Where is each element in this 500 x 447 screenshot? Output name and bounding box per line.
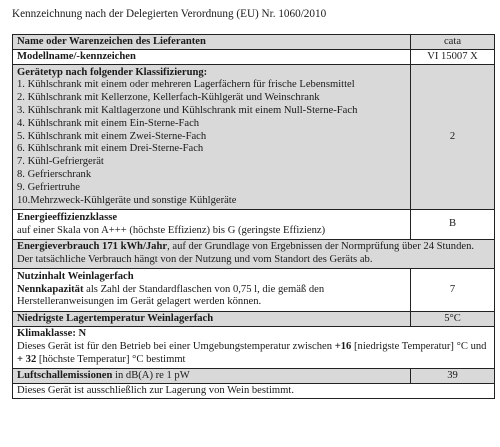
row-supplier bbox=[13, 35, 495, 50]
noise-cell bbox=[13, 369, 411, 384]
category-item-6: 6. Kühlschrank mit einem Drei-Sterne-Fach bbox=[17, 143, 204, 155]
category-item-2: 2. Kühlschrank mit Kellerzone, Kellerfach-Kühlgerät und Weinschrank bbox=[17, 92, 320, 104]
row-model bbox=[13, 50, 495, 65]
row-energy-class bbox=[13, 210, 495, 240]
noise-unit: in dB(A) re 1 pW bbox=[112, 369, 190, 381]
category-item-5: 5. Kühlschrank mit einem Zwei-Sterne-Fach bbox=[17, 130, 207, 142]
climate-text-b: [niedrigste Temperatur] °C und bbox=[351, 341, 487, 353]
category-value: 2 bbox=[411, 65, 495, 210]
row-consumption bbox=[13, 240, 495, 269]
noise-value: 39 bbox=[411, 369, 495, 384]
wine-capacity-text: als Zahl der Standardflaschen von 0,75 l, die gemäß den Herstelleranweisungen im Gerät gelagert werden können. bbox=[17, 283, 325, 308]
energy-class-scale: auf einer Skala von A+++ (höchste Effizienz) bis G (geringste Effizienz) bbox=[17, 224, 326, 236]
supplier-value: cata bbox=[411, 35, 495, 50]
model-label: Modellname/-kennzeichen bbox=[13, 50, 411, 65]
category-item-8: 8. Gefrierschrank bbox=[17, 168, 92, 180]
category-item-3: 3. Kühlschrank mit Kaltlagerzone und Kühlschrank mit einem Null-Sterne-Fach bbox=[17, 105, 358, 116]
climate-label: Klimaklasse: N bbox=[17, 328, 87, 340]
wine-capacity-value: 7 bbox=[411, 269, 495, 312]
row-noise bbox=[13, 369, 495, 384]
climate-max-temp: + 32 bbox=[17, 353, 37, 365]
energy-class-value: B bbox=[411, 210, 495, 240]
consumption-text: , auf der Grundlage von Ergebnissen der Normprüfung über 24 Stunden. Der tatsächliche Verbrauch hängt von der Nutzung und vom Standort des Geräts ab. bbox=[17, 241, 475, 265]
category-item-1: 1. Kühlschrank mit einem oder mehreren Lagerfächern für frische Lebensmittel bbox=[17, 79, 355, 91]
energy-label-table bbox=[12, 34, 495, 399]
supplier-label: Name oder Warenzeichen des Lieferanten bbox=[13, 35, 411, 50]
category-item-9: 9. Gefriertruhe bbox=[17, 181, 80, 193]
row-min-temp bbox=[13, 312, 495, 327]
consumption-label: Energieverbrauch 171 kWh/Jahr bbox=[17, 241, 168, 253]
category-item-7: 7. Kühl-Gefriergerät bbox=[17, 156, 104, 168]
climate-cell bbox=[13, 327, 495, 369]
energy-class-label: Energieeffizienzklasse bbox=[17, 211, 118, 223]
model-value: VI 15007 X bbox=[411, 50, 495, 65]
wine-capacity-cell bbox=[13, 269, 411, 312]
row-climate bbox=[13, 327, 495, 369]
category-label: Gerätetyp nach folgender Klassifizierung: bbox=[17, 66, 208, 78]
wine-capacity-label: Nutzinhalt Weinlagerfach bbox=[17, 270, 134, 282]
energy-class-cell bbox=[13, 210, 411, 240]
noise-label: Luftschallemissionen bbox=[17, 369, 113, 381]
row-wine-capacity bbox=[13, 269, 495, 312]
note-text: Dieses Gerät ist ausschließlich zur Lagerung von Wein bestimmt. bbox=[13, 384, 495, 399]
row-category bbox=[13, 65, 495, 210]
row-note bbox=[13, 384, 495, 399]
min-temp-value: 5°C bbox=[411, 312, 495, 327]
climate-text-c: [höchste Temperatur] °C bestimmt bbox=[36, 353, 186, 365]
category-item-10: 10.Mehrzweck-Kühlgeräte und sonstige Kühlgeräte bbox=[17, 194, 237, 206]
climate-text-a: Dieses Gerät ist für den Betrieb bei einer Umgebungstemperatur zwischen bbox=[17, 341, 335, 353]
consumption-cell bbox=[13, 240, 495, 269]
category-cell bbox=[13, 65, 411, 210]
wine-capacity-sublabel: Nennkapazität bbox=[17, 283, 84, 295]
category-item-4: 4. Kühlschrank mit einem Ein-Sterne-Fach bbox=[17, 117, 200, 129]
min-temp-label: Niedrigste Lagertemperatur Weinlagerfach bbox=[13, 312, 411, 327]
climate-min-temp: +16 bbox=[334, 341, 352, 353]
page-title: Kennzeichnung nach der Delegierten Verordnung (EU) Nr. 1060/2010 bbox=[12, 8, 327, 20]
